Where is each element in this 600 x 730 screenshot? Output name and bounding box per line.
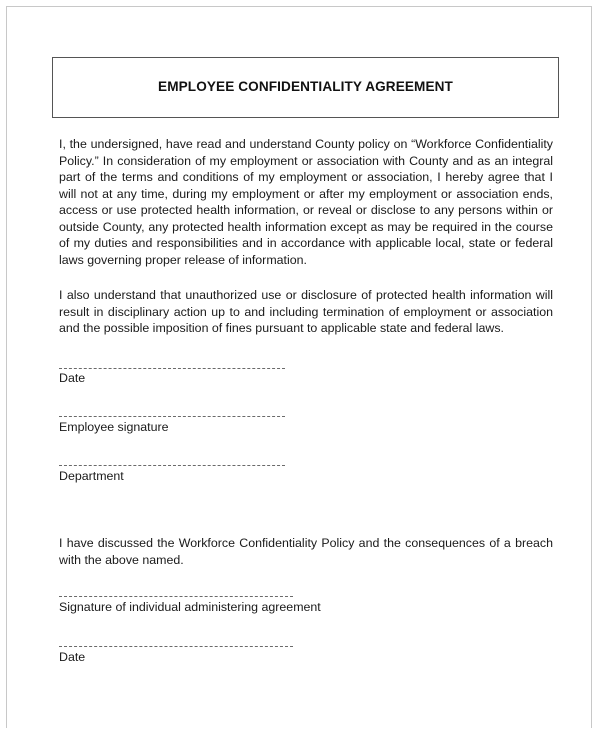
employee-signature-label: Employee signature (59, 420, 169, 434)
department-signature-line[interactable] (59, 465, 285, 466)
department-label: Department (59, 469, 124, 483)
title-box (52, 57, 559, 118)
employee-signature-line[interactable] (59, 416, 285, 417)
administrator-signature-label: Signature of individual administering agreement (59, 600, 321, 614)
paragraph-agreement: I, the undersigned, have read and understand County policy on “Workforce Confidentiality Policy.” In consideration of my employment or association with County and as an integral part of the terms and conditions of my employment or association, I hereby agree that I will not at any time, during my employment or after my employment or association ends, access or use protected health information, or reveal or disclose to any persons within or outside County, any protected health information except as may be required in the course of my duties and responsibilities and in accordance with applicable local, state or federal laws governing proper release of information. (59, 137, 553, 267)
paragraph-consequences: I also understand that unauthorized use or disclosure of protected health information will result in disciplinary action up to and including termination of employment or association and the possible imposition of fines pursuant to applicable state and federal laws. (59, 288, 553, 335)
date-signature-line[interactable] (59, 368, 285, 369)
second-date-signature-line[interactable] (59, 646, 293, 647)
second-date-label: Date (59, 650, 86, 664)
document-title: EMPLOYEE CONFIDENTIALITY AGREEMENT (158, 79, 453, 94)
administrator-signature-line[interactable] (59, 596, 293, 597)
paragraph-discussion: I have discussed the Workforce Confidentiality Policy and the consequences of a breach with the above named. (59, 536, 553, 567)
date-label: Date (59, 371, 86, 385)
